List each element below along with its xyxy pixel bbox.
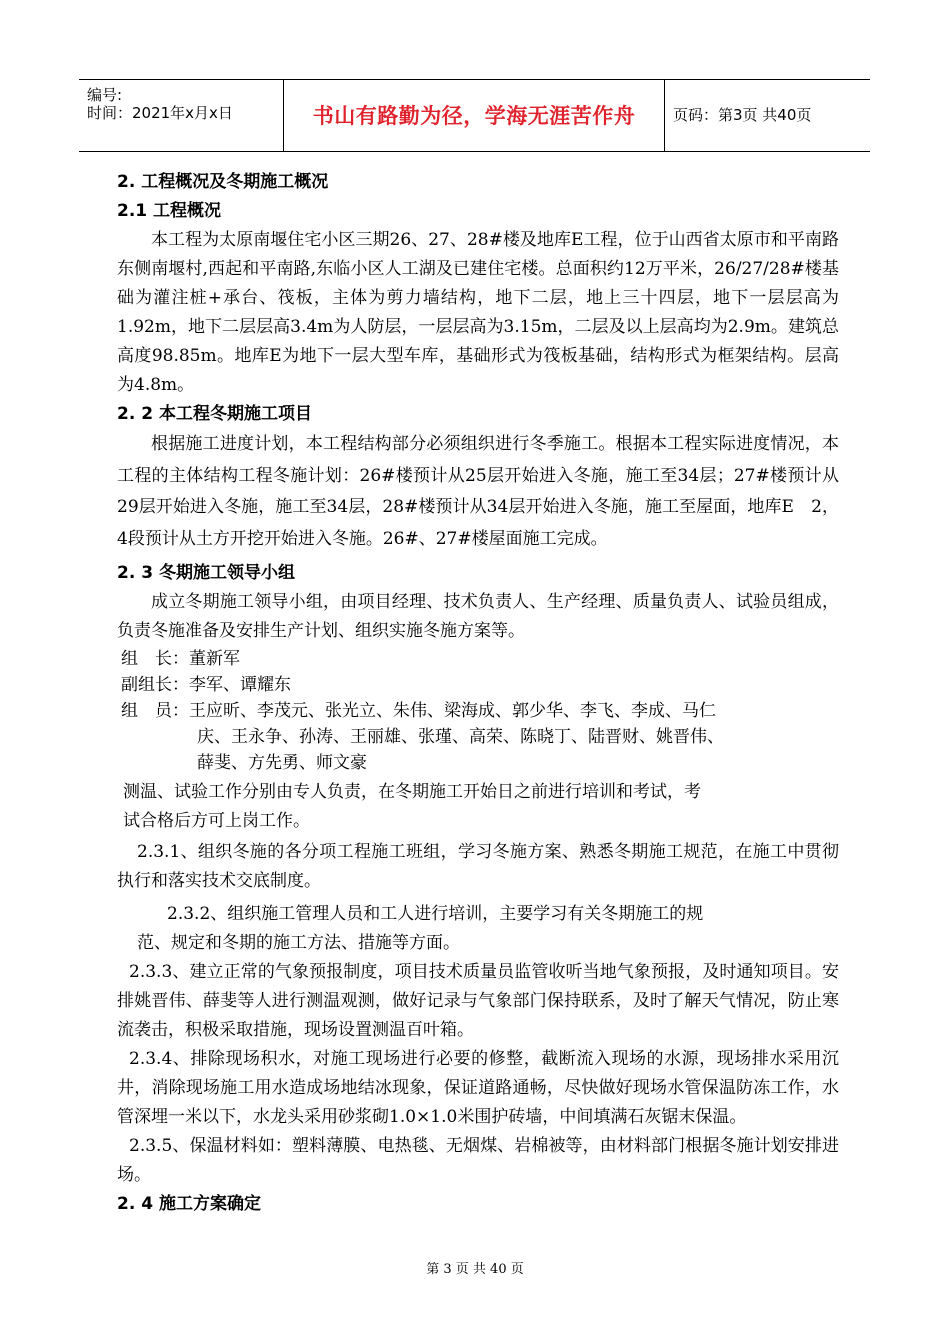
item-2-3-4: 2.3.4、排除现场积水，对施工现场进行必要的修整，截断流入现场的水源，现场排水采用沉井，消除现场施工用水造成场地结冰现象，保证道路通畅，尽快做好现场水管保温防冻工作，水管深埋一米以下，水龙头采用砂浆砌1.0×1.0米围护砖墙，中间填满石灰锯末保温。 <box>117 1049 839 1127</box>
section-2-2-paragraph: 根据施工进度计划，本工程结构部分必须组织进行冬季施工。根据本工程实际进度情况，本工程的主体结构工程冬施计划：26#楼预计从25层开始进入冬施，施工至34层；27#楼预计从29层开始进入冬施，施工至34层，28#楼预计从34层开始进入冬施，施工至屋面，地库E 2，4段预计从土方开挖开始进入冬施。26#、27#楼屋面施工完成。 <box>117 434 839 549</box>
test-line-1: 测温、试验工作分别由专人负责，在冬期施工开始日之前进行培训和考试，考 <box>123 782 701 802</box>
section-2-2-title: 2. 2 本工程冬期施工项目 <box>117 404 312 424</box>
group-members-line-2: 庆、王永争、孙涛、王丽雄、张瑾、高荣、陈晓丁、陆晋财、姚晋伟、 <box>197 727 724 747</box>
number-label: 编号: <box>87 86 123 104</box>
section-2-3-paragraph: 成立冬期施工领导小组，由项目经理、技术负责人、生产经理、质量负责人、试验员组成，负责冬施准备及安排生产计划、组织实施冬施方案等。 <box>117 592 839 641</box>
item-2-3-5: 2.3.5、保温材料如：塑料薄膜、电热毯、无烟煤、岩棉被等，由材料部门根据冬施计划安排进场。 <box>117 1136 839 1185</box>
page-label: 页码：第3页 共40页 <box>673 106 812 124</box>
section-2-3-title: 2. 3 冬期施工领导小组 <box>117 563 295 583</box>
motto-text: 书山有路勤为径，学海无涯苦作舟 <box>284 80 665 151</box>
item-2-3-1: 2.3.1、组织冬施的各分项工程施工班组，学习冬施方案、熟悉冬期施工规范，在施工中贯彻执行和落实技术交底制度。 <box>117 842 839 891</box>
item-2-3-2-line-2: 范、规定和冬期的施工方法、措施等方面。 <box>137 933 460 953</box>
document-body <box>117 168 839 1219</box>
section-2-4-title: 2. 4 施工方案确定 <box>117 1194 261 1214</box>
group-vice-leader: 副组长：李军、谭耀东 <box>121 675 291 695</box>
section-2-title: 2. 工程概况及冬期施工概况 <box>117 172 329 192</box>
section-2-1-paragraph: 本工程为太原南堰住宅小区三期26、27、28#楼及地库E工程，位于山西省太原市和平南路东侧南堰村,西起和平南路,东临小区人工湖及已建住宅楼。总面积约12万平米，26/27/28#楼基础为灌注桩+承台、筏板，主体为剪力墙结构，地下二层，地上三十四层，地下一层层高为1.92m，地下二层层高3.4m为人防层，一层层高为3.15m，二层及以上层高均为2.9m。建筑总高度98.85m。地库E为地下一层大型车库，基础形式为筏板基础，结构形式为框架结构。层高为4.8m。 <box>117 230 839 395</box>
group-members-line-3: 薛斐、方先勇、师文豪 <box>197 753 367 773</box>
time-label: 时间：2021年x月x日 <box>87 104 233 122</box>
page-footer: 第 3 页 共 40 页 <box>426 1262 524 1277</box>
test-line-2: 试合格后方可上岗工作。 <box>123 811 310 831</box>
header-info-cell <box>79 80 284 151</box>
item-2-3-2-line-1: 2.3.2、组织施工管理人员和工人进行培训，主要学习有关冬期施工的规 <box>167 904 704 924</box>
item-2-3-3: 2.3.3、建立正常的气象预报制度，项目技术质量员监管收听当地气象预报，及时通知项目。安排姚晋伟、薛斐等人进行测温观测，做好记录与气象部门保持联系，及时了解天气情况，防止寒流袭击，积极采取措施，现场设置测温百叶箱。 <box>117 962 839 1040</box>
section-2-1-title: 2.1 工程概况 <box>117 201 222 221</box>
document-header <box>79 79 870 152</box>
group-leader: 组 长：董新军 <box>121 649 240 669</box>
group-members-line-1: 组 员：王应昕、李茂元、张光立、朱伟、梁海成、郭少华、李飞、李成、马仁 <box>121 701 716 721</box>
